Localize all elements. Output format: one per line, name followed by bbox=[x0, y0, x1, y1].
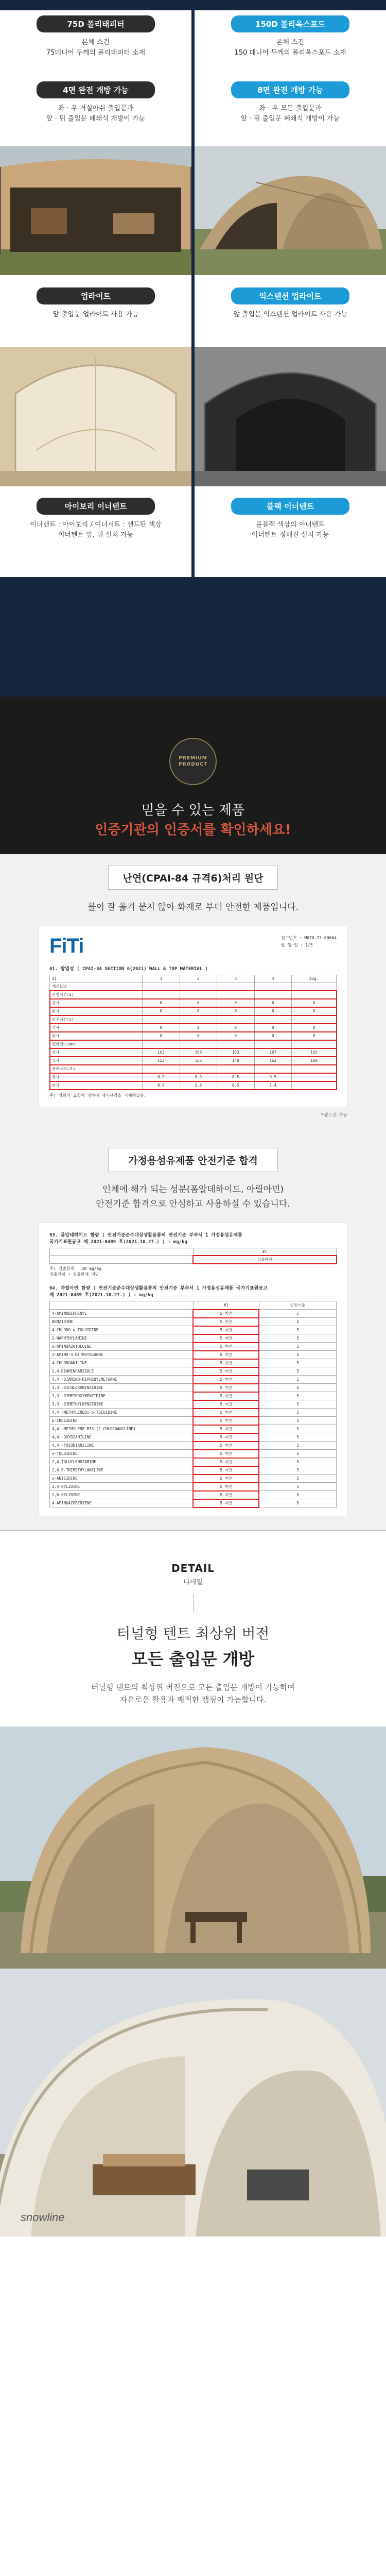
table-cell bbox=[254, 1065, 291, 1073]
table-cell bbox=[180, 991, 217, 999]
table-cell: 용해낙하(초) bbox=[50, 1065, 143, 1073]
table-cell: 0 bbox=[217, 999, 254, 1007]
table-cell: 5 bbox=[259, 1417, 336, 1425]
table-cell: 148 bbox=[217, 1057, 254, 1065]
table-cell: 0 bbox=[217, 1024, 254, 1032]
cert-headline-1: 믿을 수 있는 제품 bbox=[141, 803, 245, 818]
table-cell: 163 bbox=[143, 1048, 180, 1057]
left-model-column bbox=[0, 10, 191, 577]
table-cell: 5 bbox=[259, 1367, 336, 1376]
table-cell bbox=[180, 1040, 217, 1048]
table-cell bbox=[180, 982, 217, 991]
table-cell: 위사 bbox=[50, 1081, 143, 1090]
table-cell: 5 bbox=[259, 1351, 336, 1359]
table-cell: 2,4,5-TRIMETHYLANILINE bbox=[50, 1466, 194, 1475]
table-row bbox=[50, 1483, 337, 1491]
divider bbox=[193, 1594, 194, 1612]
table-cell: 3,3'-DIMETHYLBENZIDINE bbox=[50, 1400, 194, 1409]
safety-standard-title: 가정용섬유제품 안전기준 합격 bbox=[108, 1148, 278, 1172]
table-cell: 0 bbox=[143, 1032, 180, 1040]
table-row bbox=[50, 1351, 337, 1359]
table-cell: 5 미만 bbox=[193, 1450, 259, 1458]
table-cell bbox=[217, 1040, 254, 1048]
table-cell: 3,3'-DIMETHOXYBENZIDINE bbox=[50, 1392, 194, 1400]
tent-inner-photo bbox=[195, 347, 386, 486]
table-row bbox=[50, 1409, 337, 1417]
table-cell bbox=[143, 1065, 180, 1073]
table-cell bbox=[292, 991, 337, 999]
badge-line-1: PREMIUM bbox=[179, 756, 207, 761]
table-cell: 163 bbox=[254, 1057, 291, 1065]
table-cell: 5 bbox=[259, 1334, 336, 1343]
report-note: *샘트란 가공 bbox=[321, 1113, 347, 1118]
detail-title-2: 모든 출입문 개방 bbox=[131, 1649, 255, 1669]
table-cell: 0 bbox=[180, 1024, 217, 1032]
table-cell: 5 미만 bbox=[193, 1417, 259, 1425]
detail-section bbox=[0, 1531, 386, 2576]
table-cell: 5 미만 bbox=[193, 1491, 259, 1499]
table-cell: 5 미만 bbox=[193, 1318, 259, 1326]
table-cell: 4-CHLOROANILINE bbox=[50, 1359, 194, 1367]
table-cell: 5 미만 bbox=[193, 1409, 259, 1417]
table-cell: 0 bbox=[180, 1007, 217, 1015]
safety-standard-block bbox=[0, 1132, 386, 1531]
table-cell: 5 미만 bbox=[193, 1334, 259, 1343]
table-cell: 탄화길이(mm) bbox=[50, 1040, 143, 1048]
table-cell: p-CRESIDINE bbox=[50, 1417, 194, 1425]
table-cell: 2-AMINO-4-NITROTOLUENE bbox=[50, 1351, 194, 1359]
formaldehyde-col: #1 bbox=[193, 1248, 337, 1256]
table-cell: 4,4'-METHYLENE-BIS-(2-CHLOROANILINE) bbox=[50, 1425, 194, 1433]
table-cell: 0.5 bbox=[217, 1081, 254, 1090]
table-cell: 163 bbox=[217, 1048, 254, 1057]
table-cell: 5 bbox=[259, 1442, 336, 1450]
table-cell: 5 미만 bbox=[193, 1458, 259, 1466]
table-row bbox=[50, 1024, 337, 1032]
table-row bbox=[50, 1417, 337, 1425]
door-desc: 좌 · 우 모든 출입문과 앞 · 뒤 출입문 폐쇄식 개방이 가능 bbox=[240, 105, 340, 123]
formaldehyde-table bbox=[49, 1248, 337, 1264]
table-cell: o-ANISIDINE bbox=[50, 1475, 194, 1483]
tent-exterior-photo bbox=[0, 146, 191, 275]
table-cell: 153 bbox=[143, 1057, 180, 1065]
table-cell: 경사 bbox=[50, 999, 143, 1007]
table-cell: 잔염시간(s) bbox=[50, 991, 143, 999]
table-cell bbox=[292, 1015, 337, 1024]
table-cell: 4,4'-THIODIANILINE bbox=[50, 1442, 194, 1450]
detail-desc: 터널형 텐트의 최상위 버전으로 모든 출입문 개방이 가능하여 자유로운 활용과 쾌적한 캠핑이 가능합니다. bbox=[91, 1683, 295, 1704]
table-cell: 2,4-XYLIDINE bbox=[50, 1483, 194, 1491]
table-row bbox=[50, 1032, 337, 1040]
arylamine-table bbox=[49, 1301, 337, 1507]
door-title: 4면 완전 개방 가능 bbox=[37, 81, 155, 98]
door-desc: 좌 · 우 거실아쉬 출입문과 앞 · 뒤 출입문 폐쇄식 개방이 가능 bbox=[46, 105, 146, 123]
table-cell: 0 bbox=[292, 999, 337, 1007]
table-cell bbox=[180, 1015, 217, 1024]
table-row bbox=[50, 1433, 337, 1442]
table-cell: 4,4'-METHYLENEDI-o-TOLUIDINE bbox=[50, 1409, 194, 1417]
table-cell: 5 미만 bbox=[193, 1384, 259, 1392]
table-cell: 4-CHLORO-o-TOLUIDINE bbox=[50, 1326, 194, 1334]
table-cell: 5 미만 bbox=[193, 1392, 259, 1400]
table-cell: 0 bbox=[254, 1032, 291, 1040]
table-cell: 5 미만 bbox=[193, 1425, 259, 1433]
table-cell: 0 bbox=[217, 1032, 254, 1040]
flame-retardant-title: 난연(CPAI-84 규격6)처리 원단 bbox=[108, 866, 278, 890]
premium-badge bbox=[169, 738, 217, 785]
light-desc: 앞 출입문 익스텐션 업라이트 사용 가능 bbox=[233, 311, 347, 318]
door-info bbox=[0, 79, 191, 146]
comparison-section bbox=[0, 0, 386, 697]
fabric-title: 150D 폴리옥스포드 bbox=[231, 15, 349, 32]
table-row bbox=[50, 1081, 337, 1090]
table-row bbox=[50, 1310, 337, 1318]
table-cell: 0 bbox=[254, 1007, 291, 1015]
table-cell: 5 bbox=[259, 1400, 336, 1409]
table-cell bbox=[292, 982, 337, 991]
inner-title: 블랙 이너텐트 bbox=[231, 498, 349, 515]
fabric-info bbox=[195, 10, 386, 79]
table-row bbox=[50, 991, 337, 999]
table-cell: 2,4-TOLUYLENDIAMINE bbox=[50, 1458, 194, 1466]
inner-desc: 이너텐트 : 아이보리 / 이너시트 : 샌드탄 색상 이너텐트 앞, 뒤 설치 가능 bbox=[30, 521, 162, 539]
flame-table-header: 1 bbox=[143, 975, 180, 982]
table-cell: 5 미만 bbox=[193, 1475, 259, 1483]
arylamine-table-header bbox=[50, 1301, 194, 1310]
table-row bbox=[50, 1007, 337, 1015]
right-model-column bbox=[195, 10, 386, 577]
table-cell: 0 bbox=[292, 1007, 337, 1015]
cert-headline-2: 인증기관의 인증서를 확인하세요! bbox=[95, 822, 291, 838]
flame-table-header: Avg. bbox=[292, 975, 337, 982]
table-cell bbox=[254, 1015, 291, 1024]
table-cell bbox=[217, 982, 254, 991]
cert-headline bbox=[0, 801, 386, 840]
flame-table-header: 3 bbox=[217, 975, 254, 982]
table-cell: 0 bbox=[143, 1007, 180, 1015]
inner-title: 아이보리 이너텐트 bbox=[37, 498, 155, 515]
table-cell: 165 bbox=[292, 1048, 337, 1057]
flame-retardant-desc: 불이 잘 옮겨 붙지 않아 화재로 부터 안전한 제품입니다. bbox=[87, 902, 299, 912]
inner-info bbox=[195, 486, 386, 577]
table-cell: 재시료명 bbox=[50, 982, 143, 991]
table-cell: 4,4'-OXYDIANILINE bbox=[50, 1433, 194, 1442]
table-cell: 5 bbox=[259, 1466, 336, 1475]
flame-retardant-block bbox=[0, 854, 386, 1132]
table-cell: 2,6-XYLIDINE bbox=[50, 1491, 194, 1499]
table-cell: 5 bbox=[259, 1450, 336, 1458]
table-cell bbox=[217, 1015, 254, 1024]
tent-inner-photo bbox=[0, 347, 191, 486]
inner-desc: 올블랙 색상의 이너텐트 이너텐트 정해진 설치 가능 bbox=[251, 521, 329, 539]
table-cell: 5 미만 bbox=[193, 1433, 259, 1442]
report-remark: 주) 의뢰자 요청에 의하여 제시규격을 기재하였음. bbox=[49, 1093, 147, 1098]
table-cell bbox=[254, 991, 291, 999]
table-cell bbox=[217, 1065, 254, 1073]
table-row bbox=[50, 1392, 337, 1400]
table-cell: 5 미만 bbox=[193, 1499, 259, 1507]
table-cell: o-TOLUIDINE bbox=[50, 1450, 194, 1458]
table-cell bbox=[143, 1015, 180, 1024]
table-cell: 5 미만 bbox=[193, 1343, 259, 1351]
fabric-desc: 본체 스킨 75데니어 두께의 폴리태피터 소재 bbox=[46, 39, 146, 57]
flame-table-header: 4 bbox=[254, 975, 291, 982]
safety-test-report bbox=[39, 1223, 347, 1516]
table-cell bbox=[217, 991, 254, 999]
table-cell bbox=[292, 1073, 337, 1081]
table-cell: 5 bbox=[259, 1483, 336, 1491]
table-cell: 5 미만 bbox=[193, 1367, 259, 1376]
table-cell bbox=[143, 991, 180, 999]
table-row bbox=[50, 982, 337, 991]
table-cell: 위사 bbox=[50, 1032, 143, 1040]
table-cell: 0 bbox=[180, 1032, 217, 1040]
table-cell: 5 bbox=[259, 1343, 336, 1351]
table-cell: 5 bbox=[259, 1491, 336, 1499]
table-row bbox=[50, 1040, 337, 1048]
table-cell: 5 bbox=[259, 1458, 336, 1466]
table-cell: 3,3'-DICHLOROBENZIDINE bbox=[50, 1384, 194, 1392]
table-cell bbox=[292, 1081, 337, 1090]
table-cell bbox=[143, 982, 180, 991]
inner-info bbox=[0, 486, 191, 577]
detail-label-sub: 디테일 bbox=[183, 1579, 203, 1586]
flame-result-table bbox=[49, 975, 337, 1090]
table-cell: 156 bbox=[180, 1057, 217, 1065]
table-cell: 0 bbox=[254, 1024, 291, 1032]
table-cell: 5 미만 bbox=[193, 1310, 259, 1318]
table-cell: 5 bbox=[259, 1318, 336, 1326]
brand-logo: snowline bbox=[21, 2211, 65, 2224]
table-row bbox=[50, 1499, 337, 1507]
table-cell: 경사 bbox=[50, 1024, 143, 1032]
door-title: 8면 완전 개방 가능 bbox=[231, 81, 349, 98]
arylamine-table-header: 안전기준 bbox=[259, 1301, 336, 1310]
table-row bbox=[50, 1326, 337, 1334]
fabric-desc: 본체 스킨 150 데니어 두께의 폴리옥스포드 소재 bbox=[234, 39, 346, 57]
light-desc: 앞 출입문 업라이트 사용 가능 bbox=[52, 311, 139, 318]
tent-open-photo-1 bbox=[0, 1726, 386, 1969]
table-cell: 0.9 bbox=[180, 1073, 217, 1081]
fiti-logo: FiTi bbox=[49, 935, 84, 957]
table-cell bbox=[180, 1065, 217, 1073]
report-page: 발 행 일 : 1/5 bbox=[281, 943, 313, 947]
table-cell: 경사 bbox=[50, 1073, 143, 1081]
table-cell: 5 bbox=[259, 1326, 336, 1334]
table-cell: 0.9 bbox=[143, 1081, 180, 1090]
table-cell: 5 미만 bbox=[193, 1466, 259, 1475]
table-cell: 4-AMINOAZOBENZENE bbox=[50, 1499, 194, 1507]
table-cell: 5 bbox=[259, 1475, 336, 1483]
arylamine-table-header: #1 bbox=[193, 1301, 259, 1310]
table-row bbox=[50, 1491, 337, 1499]
table-row bbox=[50, 999, 337, 1007]
table-cell: 5 bbox=[259, 1392, 336, 1400]
table-cell: 2-NAPHTHYLAMINE bbox=[50, 1334, 194, 1343]
table-cell: 경사 bbox=[50, 1048, 143, 1057]
table-cell: 160 bbox=[292, 1057, 337, 1065]
table-cell: 4,4'-DIAMINO-DIPHENYLMETHANE bbox=[50, 1376, 194, 1384]
table-cell bbox=[254, 1040, 291, 1048]
table-row bbox=[50, 1384, 337, 1392]
flame-table-header: 2 bbox=[180, 975, 217, 982]
table-row bbox=[50, 1450, 337, 1458]
table-cell: 0 bbox=[292, 1032, 337, 1040]
badge-line-2: PRODUCT bbox=[179, 762, 207, 767]
light-title: 익스텐션 업라이트 bbox=[231, 287, 349, 304]
table-row bbox=[50, 1475, 337, 1483]
table-row bbox=[50, 1065, 337, 1073]
table-cell: 2,4-DIAMINOANISOLE bbox=[50, 1367, 194, 1376]
table-row bbox=[50, 1442, 337, 1450]
flame-table-header: #1 bbox=[50, 975, 143, 982]
table-cell: 0 bbox=[180, 999, 217, 1007]
table-cell: 5 bbox=[259, 1359, 336, 1367]
certificate-section bbox=[0, 697, 386, 1531]
table-cell: 160 bbox=[180, 1048, 217, 1057]
table-cell: 5 미만 bbox=[193, 1326, 259, 1334]
table-cell: 1.6 bbox=[180, 1081, 217, 1090]
light-title: 업라이트 bbox=[37, 287, 155, 304]
table-row bbox=[50, 1376, 337, 1384]
table-cell: 0 bbox=[254, 999, 291, 1007]
table-cell: 5 bbox=[259, 1384, 336, 1392]
table-cell: 0.5 bbox=[217, 1073, 254, 1081]
table-cell: 5 미만 bbox=[193, 1442, 259, 1450]
table-row bbox=[50, 1466, 337, 1475]
table-cell: 5 bbox=[259, 1433, 336, 1442]
table-row bbox=[50, 1334, 337, 1343]
table-cell bbox=[292, 1040, 337, 1048]
detail-title-1: 터널형 텐트 최상위 버전 bbox=[116, 1625, 270, 1642]
table-cell: 0 bbox=[217, 1007, 254, 1015]
table-cell: 5 미만 bbox=[193, 1483, 259, 1491]
door-info bbox=[195, 79, 386, 146]
detail-label: DETAIL bbox=[171, 1562, 215, 1574]
table-cell: 5 bbox=[259, 1425, 336, 1433]
table-row bbox=[50, 1359, 337, 1367]
table-row bbox=[50, 1458, 337, 1466]
table-cell bbox=[143, 1040, 180, 1048]
table-cell: 5 미만 bbox=[193, 1359, 259, 1367]
table-row bbox=[50, 1318, 337, 1326]
fabric-info bbox=[0, 10, 191, 79]
table-cell: 4-AMINOBIPHENYL bbox=[50, 1310, 194, 1318]
flame-test-report bbox=[39, 926, 347, 1107]
light-info bbox=[0, 275, 191, 347]
table-cell: 0 bbox=[143, 1024, 180, 1032]
tent-exterior-photo bbox=[195, 146, 386, 275]
table-cell: 잔진시간(s) bbox=[50, 1015, 143, 1024]
table-row bbox=[50, 1400, 337, 1409]
table-cell bbox=[254, 982, 291, 991]
table-row bbox=[50, 1048, 337, 1057]
formaldehyde-note: 주) 검출한계 : 20 mg/kg 검출안됨 = 검출한계 미만 bbox=[49, 1266, 102, 1277]
formaldehyde-section: 03. 폼알데하이드 함량 ( 안전기준준수대상생활용품의 안전기준 부속서 1 가정용섬유제품 국가기표원공고 제 2021-0489 호(2021.10.27.) ) : mg/kg bbox=[49, 1233, 242, 1245]
table-cell: o-AMINOAZOTOLUENE bbox=[50, 1343, 194, 1351]
arylamine-section: 04. 아릴아민 함량 ( 안전기준준수대상생활용품의 안전기준 부속서 1 가정용섬유제품 국가기표원공고 제 2021-0489 호(2021.10.27.) ) : mg/kg bbox=[49, 1286, 268, 1298]
formaldehyde-result: 검출안됨 bbox=[193, 1256, 337, 1264]
table-cell: 0 bbox=[292, 1024, 337, 1032]
table-cell: 5 bbox=[259, 1409, 336, 1417]
table-cell: 5 미만 bbox=[193, 1351, 259, 1359]
table-row bbox=[50, 1343, 337, 1351]
table-cell: 1.4 bbox=[254, 1081, 291, 1090]
table-cell: 위사 bbox=[50, 1007, 143, 1015]
table-row bbox=[50, 1057, 337, 1065]
table-cell: 0 bbox=[143, 999, 180, 1007]
table-cell: BENZIDINE bbox=[50, 1318, 194, 1326]
table-row bbox=[50, 1073, 337, 1081]
table-row bbox=[50, 1015, 337, 1024]
table-cell bbox=[292, 1065, 337, 1073]
report-number: 접수번호 : M070-22-00664 bbox=[281, 936, 337, 940]
table-row bbox=[50, 1425, 337, 1433]
table-cell: 167 bbox=[254, 1048, 291, 1057]
table-cell: 5 bbox=[259, 1499, 336, 1507]
table-cell: 5 미만 bbox=[193, 1400, 259, 1409]
table-cell: 5 미만 bbox=[193, 1376, 259, 1384]
table-cell: 위사 bbox=[50, 1057, 143, 1065]
light-info bbox=[195, 275, 386, 347]
safety-standard-desc: 인체에 해가 되는 성분(폼알데하이드, 아릴아민) 안전기준 합격으로 안심하고 사용하실 수 있습니다. bbox=[96, 1184, 290, 1209]
table-cell: 0.9 bbox=[254, 1073, 291, 1081]
tent-open-photo-2 bbox=[0, 1969, 386, 2236]
table-cell: 5 bbox=[259, 1376, 336, 1384]
fabric-title: 75D 폴리태피터 bbox=[37, 15, 155, 32]
table-row bbox=[50, 1367, 337, 1376]
table-cell: 0.9 bbox=[143, 1073, 180, 1081]
table-cell: 5 bbox=[259, 1310, 336, 1318]
report-section-title: 01. 방염성 ( CPAI-84 SECTION 6(2021) WALL & TOP MATERIAL ) bbox=[49, 967, 208, 972]
